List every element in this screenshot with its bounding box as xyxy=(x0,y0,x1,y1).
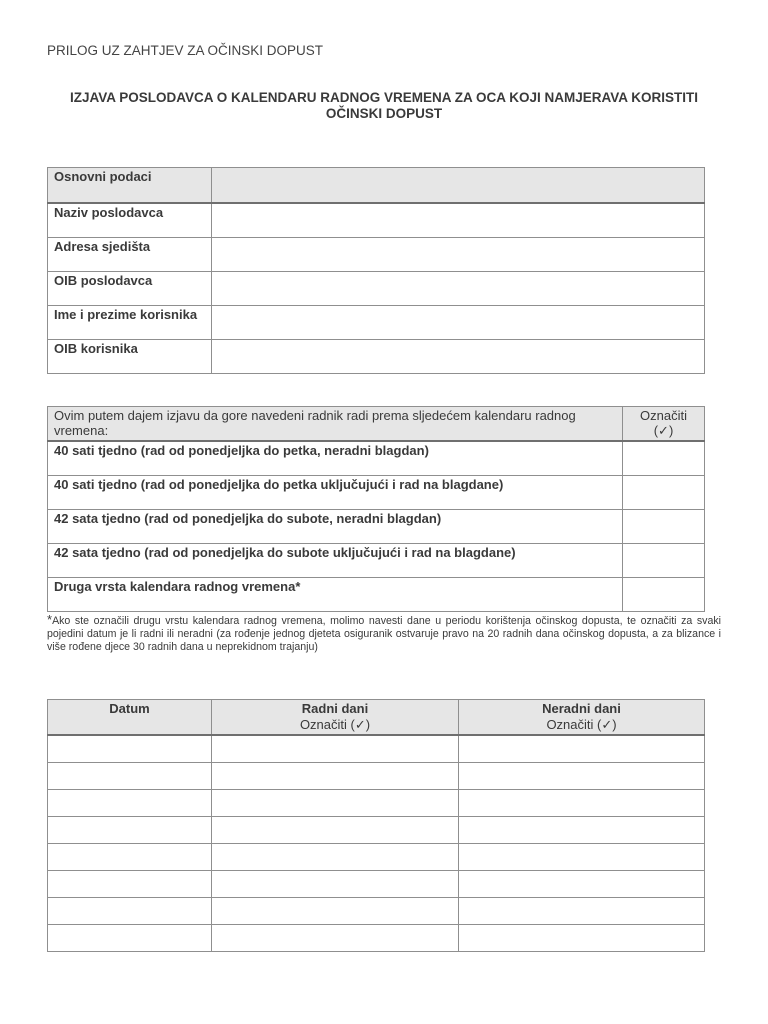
date-cell[interactable] xyxy=(48,817,212,844)
calendar-option: 42 sata tjedno (rad od ponedjeljka do subote uključujući i rad na blagdane) xyxy=(48,544,623,578)
col-date-header xyxy=(48,700,212,736)
nonwork-day-cell[interactable] xyxy=(459,871,705,898)
dates-table-body xyxy=(48,735,705,952)
label-beneficiary-oib: OIB korisnika xyxy=(48,340,212,374)
nonwork-day-cell[interactable] xyxy=(459,898,705,925)
mark-header: Označiti (✓) xyxy=(623,407,705,442)
nonwork-day-cell[interactable] xyxy=(459,735,705,763)
nonwork-day-cell[interactable] xyxy=(459,925,705,952)
employer-name-field[interactable] xyxy=(212,203,705,238)
calendar-option: Druga vrsta kalendara radnog vremena* xyxy=(48,578,623,612)
work-day-cell[interactable] xyxy=(212,790,459,817)
footnote xyxy=(47,613,721,654)
date-cell[interactable] xyxy=(48,844,212,871)
date-cell[interactable] xyxy=(48,925,212,952)
work-day-cell[interactable] xyxy=(212,763,459,790)
option-checkbox[interactable] xyxy=(623,476,705,510)
beneficiary-name-field[interactable] xyxy=(212,306,705,340)
option-checkbox[interactable] xyxy=(623,441,705,476)
date-cell[interactable] xyxy=(48,790,212,817)
col-work-header xyxy=(212,700,459,736)
nonwork-day-cell[interactable] xyxy=(459,763,705,790)
date-row xyxy=(48,817,705,844)
basic-data-heading: Osnovni podaci xyxy=(48,168,212,204)
work-day-cell[interactable] xyxy=(212,871,459,898)
document-title: IZJAVA POSLODAVCA O KALENDARU RADNOG VREMENA ZA OCA KOJI NAMJERAVA KORISTITI OČINSKI DOPUST xyxy=(69,90,699,121)
calendar-table xyxy=(47,406,705,612)
col-nonwork-header xyxy=(459,700,705,736)
date-row xyxy=(48,763,705,790)
calendar-statement: Ovim putem dajem izjavu da gore navedeni radnik radi prema sljedećem kalendaru radnog vremena: xyxy=(48,407,623,442)
col-work-mark: Označiti (✓) xyxy=(299,717,371,732)
work-day-cell[interactable] xyxy=(212,817,459,844)
employer-address-field[interactable] xyxy=(212,238,705,272)
label-beneficiary-name: Ime i prezime korisnika xyxy=(48,306,212,340)
nonwork-day-cell[interactable] xyxy=(459,844,705,871)
option-checkbox[interactable] xyxy=(623,578,705,612)
label-employer-name: Naziv poslodavca xyxy=(48,203,212,238)
employer-oib-field[interactable] xyxy=(212,272,705,306)
footnote-star: * xyxy=(47,612,53,627)
col-nonwork-title: Neradni dani xyxy=(542,701,621,716)
work-day-cell[interactable] xyxy=(212,844,459,871)
option-checkbox[interactable] xyxy=(623,544,705,578)
basic-data-table xyxy=(47,167,705,374)
basic-data-heading-blank xyxy=(212,168,705,204)
col-date-title: Datum xyxy=(109,701,150,716)
nonwork-day-cell[interactable] xyxy=(459,790,705,817)
date-row xyxy=(48,871,705,898)
option-checkbox[interactable] xyxy=(623,510,705,544)
label-employer-oib: OIB poslodavca xyxy=(48,272,212,306)
col-work-title: Radni dani xyxy=(301,701,369,716)
calendar-option: 42 sata tjedno (rad od ponedjeljka do subote, neradni blagdan) xyxy=(48,510,623,544)
date-row xyxy=(48,735,705,763)
calendar-option: 40 sati tjedno (rad od ponedjeljka do petka uključujući i rad na blagdane) xyxy=(48,476,623,510)
work-day-cell[interactable] xyxy=(212,925,459,952)
col-nonwork-mark: Označiti (✓) xyxy=(546,717,617,732)
date-row xyxy=(48,844,705,871)
date-cell[interactable] xyxy=(48,763,212,790)
document-header: PRILOG UZ ZAHTJEV ZA OČINSKI DOPUST xyxy=(47,43,324,58)
date-row xyxy=(48,925,705,952)
work-day-cell[interactable] xyxy=(212,898,459,925)
date-cell[interactable] xyxy=(48,898,212,925)
beneficiary-oib-field[interactable] xyxy=(212,340,705,374)
footnote-text: Ako ste označili drugu vrstu kalendara radnog vremena, molimo navesti dane u periodu korištenja očinskog dopusta, te označiti za svaki pojedini datum je li radni ili neradni (za rođenje jednog djeteta osiguranik ostvaruje pravo na 20 radnih dana očinskog dopusta, a za blizance i više rođene djece 30 radnih dana u neprekidnom trajanju) xyxy=(47,615,721,653)
label-employer-address: Adresa sjedišta xyxy=(48,238,212,272)
date-cell[interactable] xyxy=(48,871,212,898)
nonwork-day-cell[interactable] xyxy=(459,817,705,844)
date-cell[interactable] xyxy=(48,735,212,763)
dates-table xyxy=(47,699,705,952)
work-day-cell[interactable] xyxy=(212,735,459,763)
date-row xyxy=(48,790,705,817)
calendar-option: 40 sati tjedno (rad od ponedjeljka do petka, neradni blagdan) xyxy=(48,441,623,476)
date-row xyxy=(48,898,705,925)
